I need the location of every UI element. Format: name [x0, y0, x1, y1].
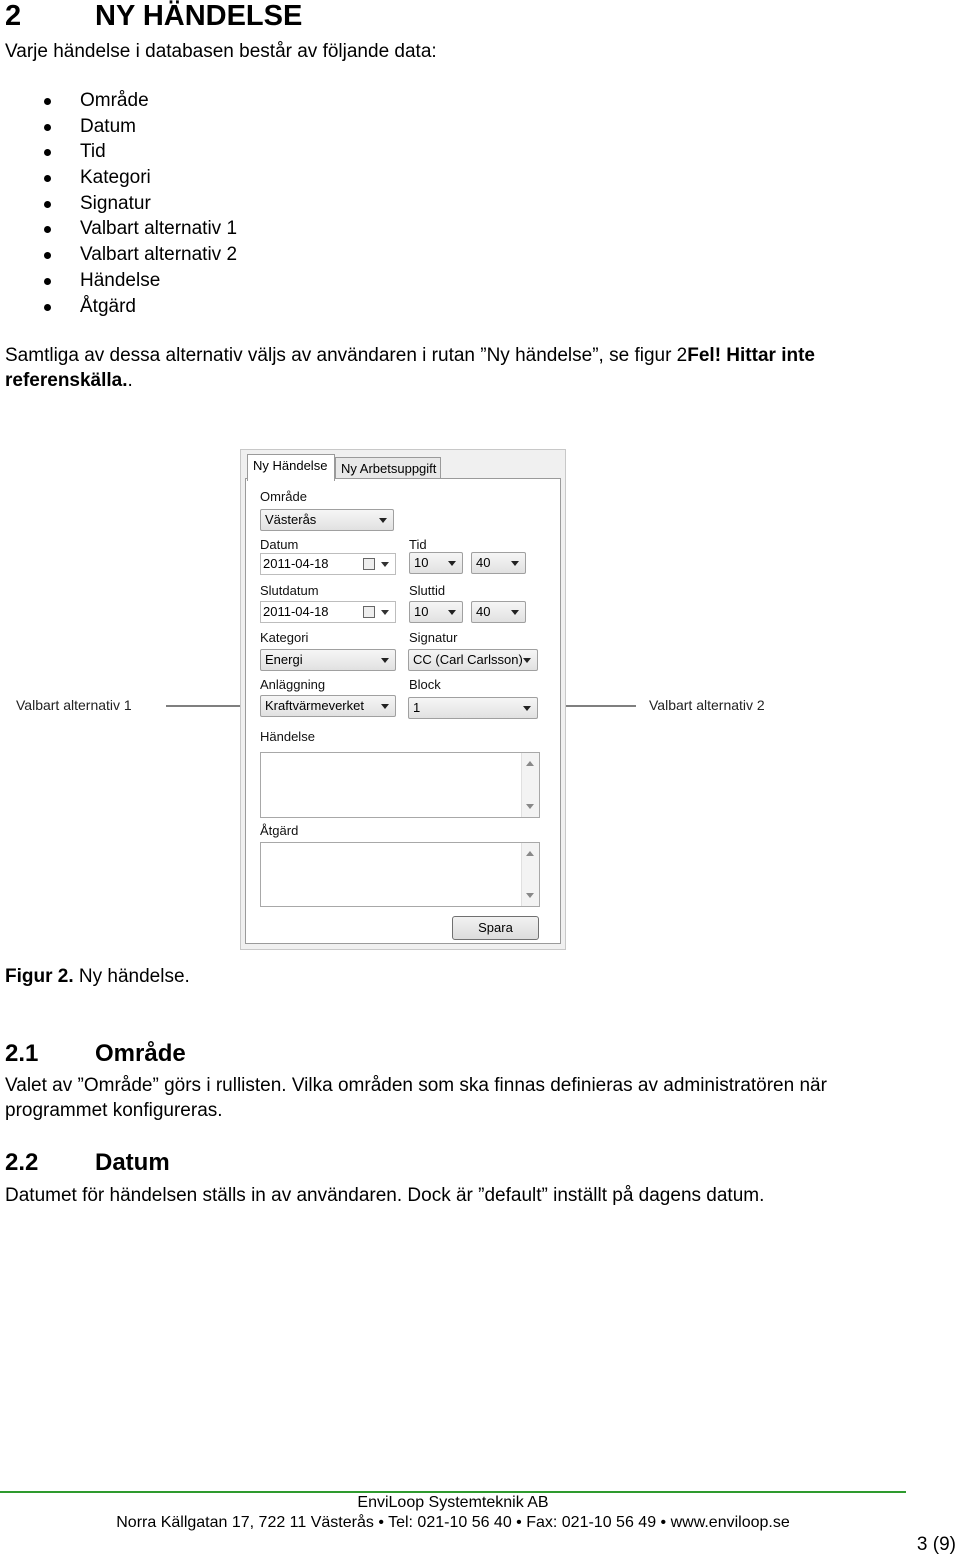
caption-label: Figur 2.	[5, 966, 74, 987]
tid-label: Tid	[409, 537, 427, 552]
chevron-down-icon	[511, 561, 519, 566]
section-2-1-line1: Valet av ”Område” görs i rullisten. Vilka områden som ska finnas definieras av administratören när	[5, 1075, 827, 1096]
sluttid-label: Sluttid	[409, 583, 446, 598]
para-2-tail: .	[127, 370, 133, 391]
anlaggning-dropdown[interactable]	[260, 695, 396, 717]
heading-number: 2	[5, 0, 22, 32]
chevron-down-icon[interactable]	[381, 610, 389, 615]
slutdatum-value: 2011-04-18	[263, 604, 329, 619]
scrollbar[interactable]	[521, 843, 539, 906]
scroll-down-icon[interactable]	[526, 893, 534, 898]
scroll-up-icon[interactable]	[526, 851, 534, 856]
handelse-textarea[interactable]	[260, 752, 540, 818]
tid-minute-value: 40	[476, 555, 491, 570]
slutdatum-picker[interactable]	[260, 601, 396, 623]
block-value: 1	[413, 700, 421, 715]
omrade-label: Område	[260, 489, 307, 504]
tid-hour-dropdown[interactable]	[409, 552, 463, 574]
list-item: Kategori	[0, 165, 237, 191]
list-item: Signatur	[0, 191, 237, 217]
caption-text: Ny händelse.	[78, 966, 190, 987]
list-item: Område	[0, 88, 237, 114]
para-2-cont	[5, 370, 133, 392]
heading-title: NY HÄNDELSE	[95, 0, 303, 32]
section-2-1-line2: programmet konfigureras.	[5, 1100, 223, 1121]
datum-picker[interactable]	[260, 553, 396, 575]
kategori-label: Kategori	[260, 630, 309, 645]
para-2-text: Samtliga av dessa alternativ väljs av användaren i rutan ”Ny händelse”, se figur 2	[5, 345, 688, 366]
section-title: Område	[95, 1040, 186, 1067]
chevron-down-icon	[523, 706, 531, 711]
block-dropdown[interactable]	[408, 697, 538, 719]
sluttid-minute-dropdown[interactable]	[471, 601, 526, 623]
section-heading-2-2	[5, 1149, 170, 1177]
reference-error-cont: referenskälla.	[5, 370, 128, 391]
section-heading-2-1	[5, 1040, 186, 1068]
footer-divider	[0, 1491, 906, 1493]
page-heading	[5, 0, 302, 33]
block-label: Block	[409, 677, 441, 692]
sluttid-hour-dropdown[interactable]	[409, 601, 463, 623]
footer-address: Norra Källgatan 17, 722 11 Västerås • Tel: 021-10 56 40 • Fax: 021-10 56 49 • www.enviloop.se	[116, 1514, 790, 1531]
signatur-value: CC (Carl Carlsson)	[413, 652, 523, 667]
chevron-down-icon	[448, 610, 456, 615]
scroll-down-icon[interactable]	[526, 804, 534, 809]
atgard-textarea[interactable]	[260, 842, 540, 907]
list-item: Datum	[0, 114, 237, 140]
slutdatum-label: Slutdatum	[260, 583, 319, 598]
chevron-down-icon	[381, 704, 389, 709]
figure-caption	[5, 966, 190, 988]
section-title: Datum	[95, 1149, 170, 1176]
list-item: Valbart alternativ 2	[0, 242, 237, 268]
calendar-icon[interactable]	[363, 606, 375, 618]
atgard-label: Åtgärd	[260, 823, 299, 838]
intro-text: Varje händelse i databasen består av följande data:	[5, 41, 437, 62]
list-item: Valbart alternativ 1	[0, 216, 237, 242]
data-field-list	[0, 88, 237, 319]
spara-button[interactable]: Spara	[452, 916, 539, 940]
chevron-down-icon	[448, 561, 456, 566]
section-2-2-line1: Datumet för händelsen ställs in av användaren. Dock är ”default” inställt på dagens datum.	[5, 1185, 765, 1206]
footer-company: EnviLoop Systemteknik AB	[357, 1494, 549, 1511]
kategori-dropdown[interactable]	[260, 649, 396, 671]
omrade-dropdown[interactable]	[260, 509, 394, 531]
sluttid-minute-value: 40	[476, 604, 491, 619]
section-number: 2.2	[5, 1149, 39, 1176]
scroll-up-icon[interactable]	[526, 761, 534, 766]
kategori-value: Energi	[265, 652, 303, 667]
callout-left: Valbart alternativ 1	[16, 697, 132, 713]
tab-ny-arbetsuppgift[interactable]: Ny Arbetsuppgift	[335, 457, 441, 479]
page-number: 3 (9)	[916, 1534, 956, 1555]
signatur-dropdown[interactable]	[408, 649, 538, 671]
list-item: Åtgärd	[0, 294, 237, 320]
chevron-down-icon	[523, 658, 531, 663]
callout-right: Valbart alternativ 2	[649, 697, 765, 713]
handelse-label: Händelse	[260, 729, 315, 744]
list-item: Tid	[0, 139, 237, 165]
datum-label: Datum	[260, 537, 299, 552]
anlaggning-value: Kraftvärmeverket	[265, 698, 364, 713]
chevron-down-icon[interactable]	[381, 562, 389, 567]
scrollbar[interactable]	[521, 753, 539, 817]
omrade-value: Västerås	[265, 512, 317, 527]
reference-error: Fel! Hittar inte	[687, 345, 815, 366]
list-item: Händelse	[0, 268, 237, 294]
calendar-icon[interactable]	[363, 558, 375, 570]
sluttid-hour-value: 10	[414, 604, 429, 619]
datum-value: 2011-04-18	[263, 556, 329, 571]
tid-minute-dropdown[interactable]	[471, 552, 526, 574]
chevron-down-icon	[511, 610, 519, 615]
tab-ny-handelse[interactable]: Ny Händelse	[247, 454, 335, 481]
chevron-down-icon	[379, 518, 387, 523]
form-panel	[245, 478, 561, 944]
tid-hour-value: 10	[414, 555, 429, 570]
signatur-label: Signatur	[409, 630, 458, 645]
section-number: 2.1	[5, 1040, 39, 1067]
ny-handelse-form-screenshot	[240, 449, 566, 950]
chevron-down-icon	[381, 658, 389, 663]
para-2	[5, 345, 815, 367]
anlaggning-label: Anläggning	[260, 677, 326, 692]
